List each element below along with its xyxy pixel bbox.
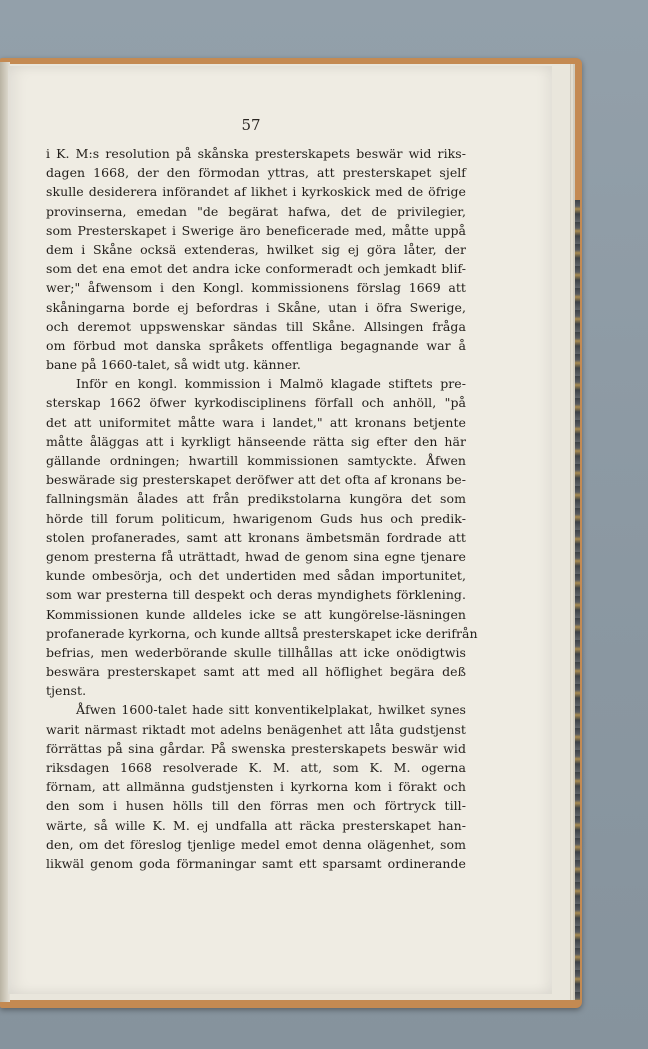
text-line: beswära presterskapet samt att med all höflighet begära deß [46, 664, 466, 680]
text-line: riksdagen 1668 resolverade K. M. att, som K. M. ogerna [46, 760, 466, 775]
text-line: i K. M:s resolution på skånska presterskapets beswär wid riks- [46, 146, 466, 161]
text-line: fallningsmän ålades att från predikstolarna kungöra det som [46, 491, 466, 507]
text-line: provinserna, emedan "de begärat hafwa, det de privilegier, [46, 203, 466, 219]
text-line: förrättas på sina gårdar. På swenska presterskapets beswär wid [46, 740, 466, 756]
text-line: om förbud mot danska språkets offentliga begagnande war å [46, 337, 466, 353]
text-line: Åfwen 1600-talet hade sitt konventikelplakat, hwilket synes [76, 702, 466, 718]
text-line: hörde till forum politicum, hwarigenom Guds hus och predik- [46, 510, 466, 526]
text-line: och deremot uppswenskar sändas till Skåne. Allsingen fråga [46, 318, 466, 334]
text-line: gällande ordningen; hwartill kommissionen samtyckte. Åfwen [46, 453, 466, 468]
text-line: dagen 1668, der den förmodan yttras, att presterskapet sjelf [46, 165, 466, 181]
text-line: wärte, så wille K. M. ej undfalla att räcka presterskapet han- [46, 817, 466, 833]
text-line: som det ena emot det andra icke conformeradt och jemkadt blif- [46, 261, 466, 277]
text-line: likwäl genom goda förmaningar samt ett sparsamt ordinerande [46, 855, 466, 871]
text-line: som war presterna till despekt och deras myndighets förklening. [46, 587, 466, 603]
text-line: den, om det föreslog tjenlige medel emot denna olägenhet, som [46, 836, 466, 852]
text-line: bane på 1660-talet, så widt utg. känner. [46, 357, 301, 373]
page-text [46, 144, 478, 873]
text-line: befrias, men wederbörande skulle tillhållas att icke onödigtwis [46, 644, 466, 660]
text-line: som Presterskapet i Swerige äro beneficerade med, måtte uppå [46, 222, 466, 238]
text-line: skulle desiderera införandet af likhet i kyrkoskick med de öfrige [46, 184, 466, 200]
text-line: stolen profanerades, samt att kronans ämbetsmän fordrade att [46, 529, 466, 545]
text-line: Inför en kongl. kommission i Malmö klagade stiftets pre- [76, 376, 466, 392]
text-line: tjenst. [46, 683, 87, 699]
text-line: wer;" åfwensom i den Kongl. kommissionens förslag 1669 att [46, 280, 466, 296]
text-line: det att uniformitet måtte wara i landet," att kronans betjente [46, 414, 466, 430]
text-line: kunde ombesörja, och det undertiden med sådan importunitet, [46, 568, 466, 584]
text-line: warit närmast riktadt mot adelns benägenhet att låta gudstjenst [46, 721, 466, 737]
text-line: profanerade kyrkorna, och kunde alltså presterskapet icke derifrån [46, 625, 478, 641]
text-line: sterskap 1662 öfwer kyrkodisciplinens förfall och anhöll, "på [46, 395, 466, 411]
text-line: beswärade sig presterskapet deröfwer att det ofta af kronans be- [46, 472, 466, 488]
text-line: Kommissionen kunde alldeles icke se att kungörelse-läsningen [46, 606, 466, 622]
text-line: den som i husen hölls till den förras men och förtryck till- [46, 798, 466, 814]
text-line: skåningarna borde ej befordras i Skåne, utan i öfra Swerige, [46, 299, 466, 315]
text-line: dem i Skåne ocksä extenderas, hwilket sig ej göra låter, der [46, 241, 466, 257]
text-line: måtte åläggas att i kyrkligt hänseende rätta sig efter den här [46, 433, 466, 449]
text-line: förnam, att allmänna gudstjensten i kyrkorna kom i förakt och [46, 779, 466, 795]
page-number: 57 [241, 116, 261, 134]
text-line: genom presterna få uträttadt, hwad de genom sina egne tjenare [46, 548, 466, 564]
